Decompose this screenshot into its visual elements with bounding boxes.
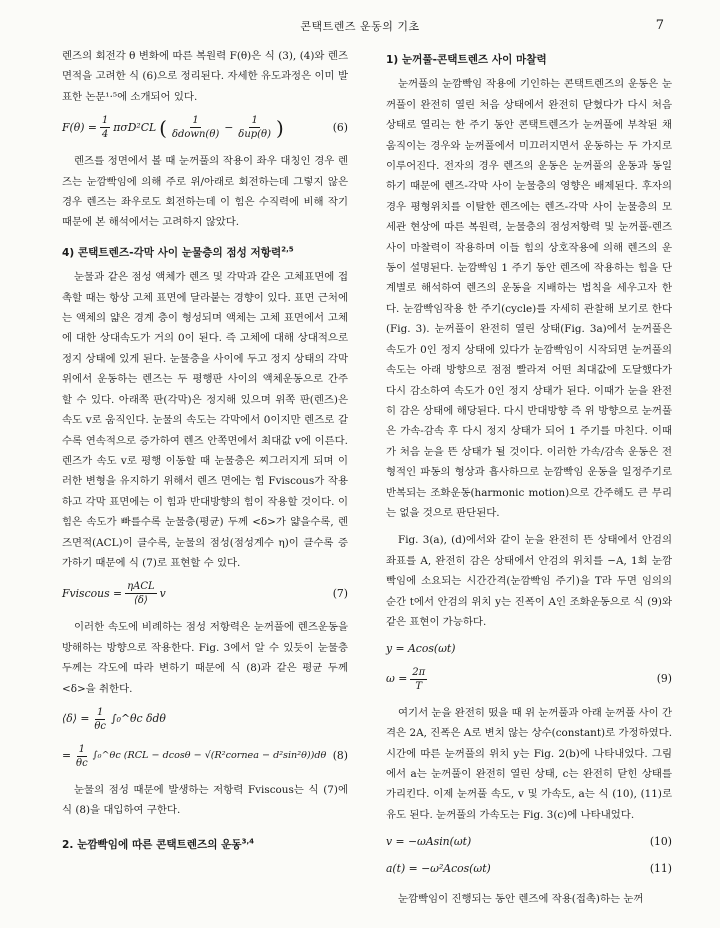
right-column (386, 46, 672, 916)
paragraph: 눈꺼풀의 눈깜빡임 작용에 기인하는 콘택트렌즈의 운동은 눈꺼풀이 완전히 열린 처음 상태에서 완전히 닫혔다가 다시 처음 상태로 열리는 한 주기 동안 콘택트렌즈가 눈꺼풀에 부착된 채 움직이는 경우와 눈꺼풀에서 미끄러지면서 운동하는 두 가지로 이루어진다. 전자의 경우 렌즈의 운동은 눈꺼풀의 운동과 동일하기 때문에 렌즈-각막 사이 눈물층의 영향은 배제된다. 후자의 경우 평형위치를 이탈한 렌즈에는 렌즈-각막 사이 눈물층의 모세관 현상에 따른 복원력, 눈물층의 점성저항력 및 눈꺼풀-렌즈 사이 마찰력이 작용하며 이들 힘의 상호작용에 의해 렌즈의 운동이 설명된다. 눈깜빡임 1 주기 동안 렌즈에 작용하는 힘을 단계별로 해석하여 렌즈의 운동을 지배하는 법칙을 세우고자 한다. 눈깜빡임작용 한 주기(cycle)를 자세히 관찰해 보기로 한다(Fig. 3). 눈꺼풀이 완전히 열린 상태(Fig. 3a)에서 눈꺼풀은 속도가 0인 정지 상태에 있다가 눈깜빡임이 시작되면 눈꺼풀의 속도는 아래 방향으로 점점 빨라져 어떤 최대값에 도달했다가 다시 감소하여 속도가 0인 정지 상태가 된다. 이때가 눈을 완전히 감은 상태에 해당된다. 다시 반대방향 즉 위 방향으로 눈꺼풀은 가속-감속 후 다시 정지 상태가 되어 1 주기를 마친다. 이때가 처음 눈을 뜬 상태가 될 것이다. 이러한 가속/감속 운동은 전형적인 파동의 형상과 흡사하므로 눈깜빡임 운동을 일정주기로 반복되는 조화운동(harmonic motion)으로 간주해도 큰 무리는 없을 것으로 판단된다. (386, 78, 672, 519)
left-column (62, 46, 348, 859)
paragraph: 렌즈의 회전각 θ 변화에 따른 복원력 F(θ)은 식 (3), (4)와 렌즈 면적을 고려한 식 (6)으로 정리된다. 자세한 유도과정은 이미 발표한 논문¹·⁵에 소개되어 있다. (62, 50, 348, 103)
paragraph: 눈물의 점성 때문에 발생하는 저항력 Fviscous는 식 (7)에 식 (8)을 대입하여 구한다. (62, 783, 348, 817)
paragraph: 눈깜빡임이 진행되는 동안 렌즈에 작용(접촉)하는 눈꺼 (398, 893, 644, 906)
equation-9a: y = Acos(ωt) (386, 642, 456, 656)
section-heading: 1) 눈꺼풀-콘택트렌즈 사이 마찰력 (386, 54, 547, 66)
equation-number: (7) (332, 586, 348, 600)
running-title: 콘택트렌즈 운동의 기초 (300, 20, 420, 33)
page-number: 7 (655, 18, 664, 33)
section-heading: 4) 콘택트렌즈-각막 사이 눈물층의 점성 저항력$^{2,5}$ (62, 245, 294, 259)
paragraph: 이러한 속도에 비례하는 점성 저항력은 눈꺼풀에 렌즈운동을 방해하는 방향으로 작용한다. Fig. 3에서 알 수 있듯이 눈물층 두께는 각도에 따라 변하기 때문에 식 (8)과 같은 평균 두께 <δ>을 취한다. (62, 621, 348, 695)
paragraph: Fig. 3(a), (d)에서와 같이 눈을 완전히 뜬 상태에서 안검의 좌표를 A, 완전히 감은 상태에서 안검의 위치를 −A, 1회 눈깜빡임에 소요되는 시간간격(눈깜빡임 주기)을 T라 두면 임의의 순간 t에서 안검의 위치 y는 진폭이 A인 조화운동으로 식 (9)와 같은 표현이 가능하다. (386, 534, 672, 628)
equation-8a: ⟨δ⟩ = $\frac{1}{\theta c}$ ∫₀^θc δdθ (62, 706, 166, 732)
equation-number: (10) (649, 835, 672, 849)
paragraph: 렌즈를 정면에서 볼 때 눈꺼풀의 작용이 좌우 대칭인 경우 렌즈는 눈깜빡임에 의해 주로 위/아래로 회전하는데 그렇지 않은 경우 렌즈는 좌우로도 회전하는데 이 힘은 수직력에 비해 작기 때문에 본 해석에서는 고려하지 않았다. (62, 155, 348, 229)
paragraph: 눈물과 같은 점성 액체가 렌즈 및 각막과 같은 고체표면에 접촉할 때는 항상 고체 표면에 달라붙는 경향이 있다. 표면 근처에는 액체의 얇은 경계 층이 형성되며 액체는 고체 표면에서 고체에 대한 상대속도가 거의 0이 된다. 즉 고체에 대해 상대적으로 정지 상태에 있게 된다. 눈물층을 사이에 두고 정지 상태의 각막 위에서 운동하는 렌즈는 두 평행판 사이의 액체운동으로 간주 할 수 있다. 아래쪽 판(각막)은 정지해 있으며 위쪽 판(렌즈)은 속도 v로 움직인다. 눈물의 속도는 각막에서 0이지만 렌즈로 갈수록 연속적으로 증가하여 렌즈 안쪽면에서 최대값 v에 이른다. 렌즈가 속도 v로 평행 이동할 때 눈물층은 찌그러지게 되며 이러한 변형을 유지하기 위해서 렌즈 면에는 힘 Fviscous가 작용하고 각막 표면에는 이 힘과 반대방향의 힘이 작용할 것이다. 이 힘은 속도가 빠를수록 눈물층(평균) 두께 <δ>가 얇을수록, 렌즈면적(ACL)이 클수록, 눈물의 점성(점성계수 η)이 클수록 증가하기 때문에 식 (7)로 표현할 수 있다. (62, 271, 348, 569)
equation-number: (6) (332, 120, 348, 134)
equation-8: = $\frac{1}{\theta c}$ ∫₀^θc (RCL − dcosθ − √(R²cornea − d²sin²θ))dθ (8) (62, 743, 348, 769)
section-heading: 2. 눈깜빡임에 따른 콘택트렌즈의 운동$^{3,4}$ (62, 837, 255, 851)
equation-number: (9) (656, 672, 672, 686)
equation-number: (8) (332, 749, 348, 763)
equation-number: (11) (649, 861, 672, 875)
equation-6: F(θ) = $\frac{1}{4}$ πσD²CL ( $\frac{1}{\text{δdown(θ)}}$ − $\frac{1}{\text{δup(θ)}}$ ) (6) (62, 115, 348, 141)
equation-9: ω = $\frac{2\pi}{T}$ (9) (386, 666, 672, 692)
paragraph: 여기서 눈을 완전히 떴을 때 위 눈꺼풀과 아래 눈꺼풀 사이 간격은 2A, 진폭은 A로 변치 않는 상수(constant)로 가정하였다. 시간에 따른 눈꺼풀의 위치 y는 Fig. 2(b)에 나타내었다. 그림에서 a는 눈꺼풀이 완전히 열린 상태, c는 완전히 닫힌 상태를 가리킨다. 이제 눈꺼풀 속도, v 및 가속도, a는 식 (10), (11)로 유도 된다. 눈꺼풀의 가속도는 Fig. 3(c)에 나타내었다. (386, 706, 672, 821)
equation-10: v = −ωAsin(ωt) (10) (386, 832, 672, 852)
equation-11: a(t) = −ω²Acos(ωt) (11) (386, 859, 672, 879)
equation-7: Fviscous = $\frac{\text{ηACL}}{⟨\delta⟩}$ v (7) (62, 581, 348, 607)
